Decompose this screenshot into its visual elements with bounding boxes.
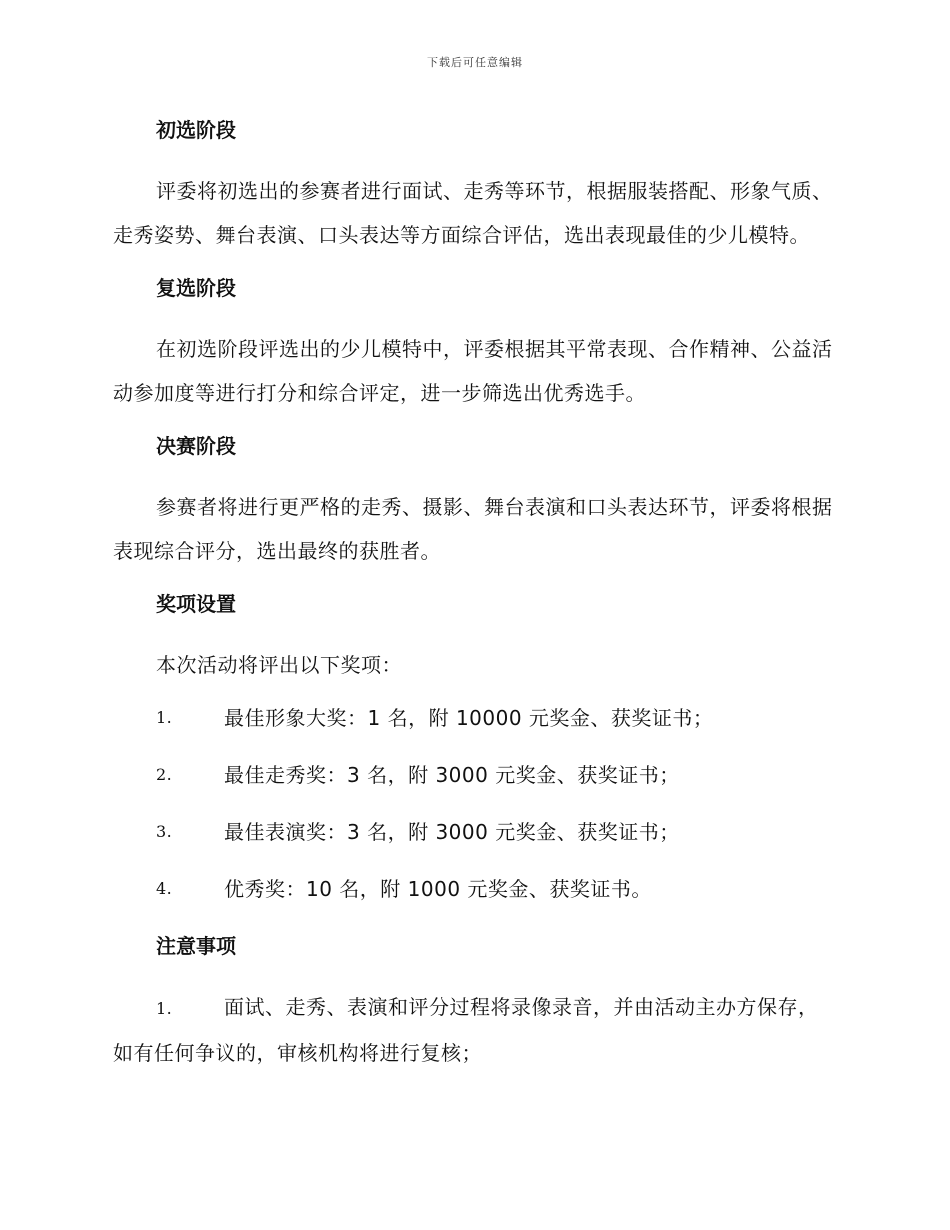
note-item [113, 985, 833, 1075]
section-body-final: 参赛者将进行更严格的走秀、摄影、舞台表演和口头表达环节，评委将根据表现综合评分，选出最终的获胜者。 [113, 495, 833, 563]
award-item-text: 最佳表演奖：3 名，附 3000 元奖金、获奖证书； [224, 820, 680, 844]
award-item [113, 814, 833, 850]
section-body-rematch: 在初选阶段评选出的少儿模特中，评委根据其平常表现、合作精神、公益活动参加度等进行打分和综合评定，进一步筛选出优秀选手。 [113, 337, 833, 405]
award-item-number: 3. [156, 822, 173, 841]
award-item-text: 最佳形象大奖：1 名，附 10000 元奖金、获奖证书； [224, 706, 714, 730]
note-item-number: 1. [156, 999, 173, 1018]
award-item-number: 4. [156, 879, 173, 898]
award-item-text: 优秀奖：10 名，附 1000 元奖金、获奖证书。 [224, 877, 652, 901]
award-item-text: 最佳走秀奖：3 名，附 3000 元奖金、获奖证书； [224, 763, 680, 787]
award-item-number: 2. [156, 765, 173, 784]
note-item-text: 面试、走秀、表演和评分过程将录像录音，并由活动主办方保存，如有任何争议的，审核机构将进行复核； [113, 995, 819, 1065]
section-heading-rematch: 复选阶段 [156, 276, 236, 300]
award-item [113, 871, 833, 907]
document-body [113, 112, 833, 1075]
section-heading-awards: 奖项设置 [156, 592, 236, 616]
award-item-number: 1. [156, 708, 173, 727]
awards-intro: 本次活动将评出以下奖项： [156, 653, 402, 677]
section-heading-notes: 注意事项 [156, 934, 236, 958]
award-item [113, 757, 833, 793]
award-item [113, 700, 833, 736]
section-body-preliminary: 评委将初选出的参赛者进行面试、走秀等环节，根据服装搭配、形象气质、走秀姿势、舞台表演、口头表达等方面综合评估，选出表现最佳的少儿模特。 [113, 179, 833, 247]
section-heading-preliminary: 初选阶段 [156, 118, 236, 142]
section-heading-final: 决赛阶段 [156, 434, 236, 458]
page-header: 下载后可任意编辑 [427, 56, 523, 69]
